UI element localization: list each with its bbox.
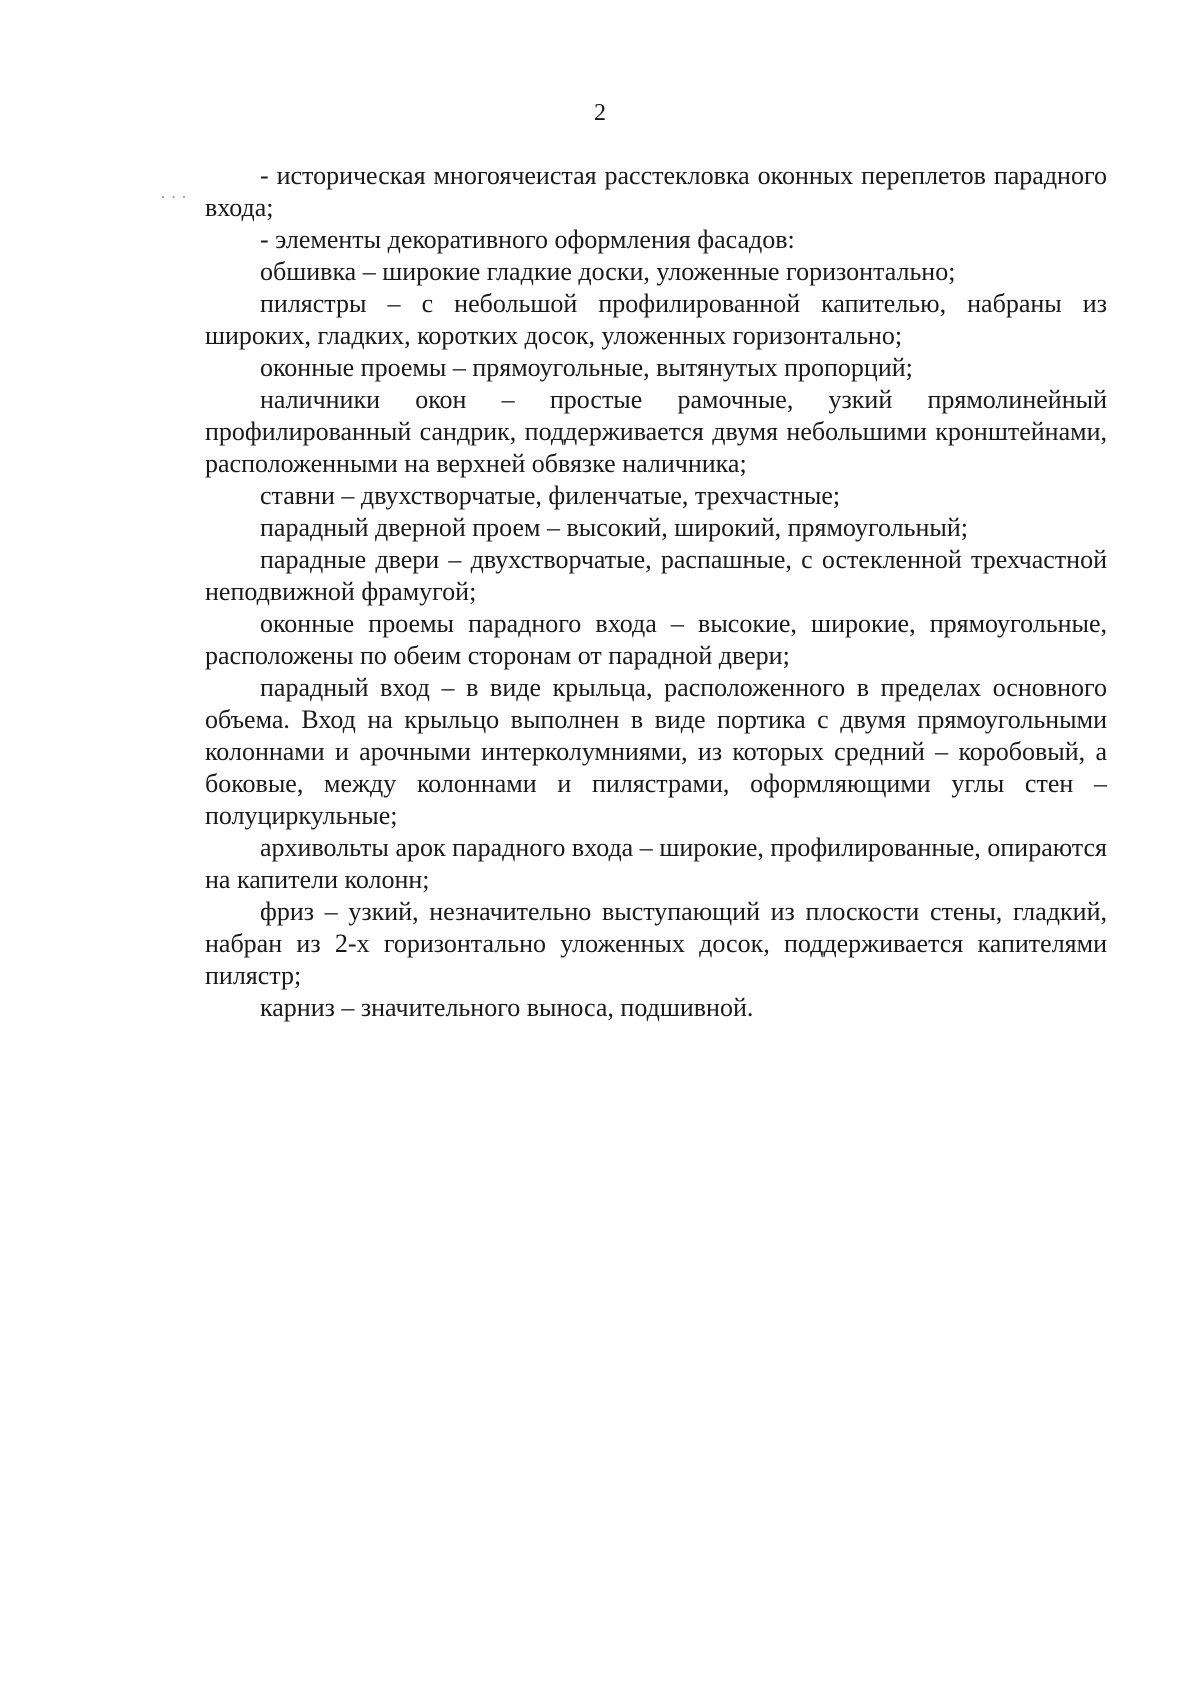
paragraph: фриз – узкий, незначительно выступающий из плоскости стены, гладкий, набран из 2-х горизонтально уложенных досок, поддерживается капителями пилястр; xyxy=(205,897,1107,990)
paragraph: оконные проемы парадного входа – высокие, широкие, прямоугольные, расположены по обеим сторонам от парадной двери; xyxy=(205,609,1107,670)
paragraph: парадные двери – двухстворчатые, распашные, с остекленной трехчастной неподвижной фрамугой; xyxy=(205,545,1107,606)
paragraph: обшивка – широкие гладкие доски, уложенные горизонтально; xyxy=(260,257,956,286)
paragraph: архивольты арок парадного входа – широкие, профилированные, опираются на капители колонн; xyxy=(205,833,1107,894)
paragraph: парадный вход – в виде крыльца, расположенного в пределах основного объема. Вход на крыльцо выполнен в виде портика с двумя прямоугольными колоннами и арочными интерколумниями, из которых средний – коробовый, а боковые, между колоннами и пилястрами, оформляющими углы стен – полуциркульные; xyxy=(205,673,1107,830)
paragraph: парадный дверной проем – высокий, широкий, прямоугольный; xyxy=(260,513,968,542)
paragraph: пилястры – с небольшой профилированной капителью, набраны из широких, гладких, коротких досок, уложенных горизонтально; xyxy=(205,289,1107,350)
paragraph: - историческая многоячеистая расстекловка оконных переплетов парадного входа; xyxy=(205,161,1107,222)
paragraph: оконные проемы – прямоугольные, вытянутых пропорций; xyxy=(260,353,913,382)
document-body xyxy=(205,160,1107,1024)
paragraph: карниз – значительного выноса, подшивной. xyxy=(260,993,754,1022)
scan-speck: · · · xyxy=(160,187,187,207)
paragraph: ставни – двухстворчатые, филенчатые, трехчастные; xyxy=(260,481,841,510)
page-number: 2 xyxy=(594,100,606,126)
paragraph: - элементы декоративного оформления фасадов: xyxy=(260,225,795,254)
paragraph: наличники окон – простые рамочные, узкий прямолинейный профилированный сандрик, поддерживается двумя небольшими кронштейнами, расположенными на верхней обвязке наличника; xyxy=(205,385,1107,478)
